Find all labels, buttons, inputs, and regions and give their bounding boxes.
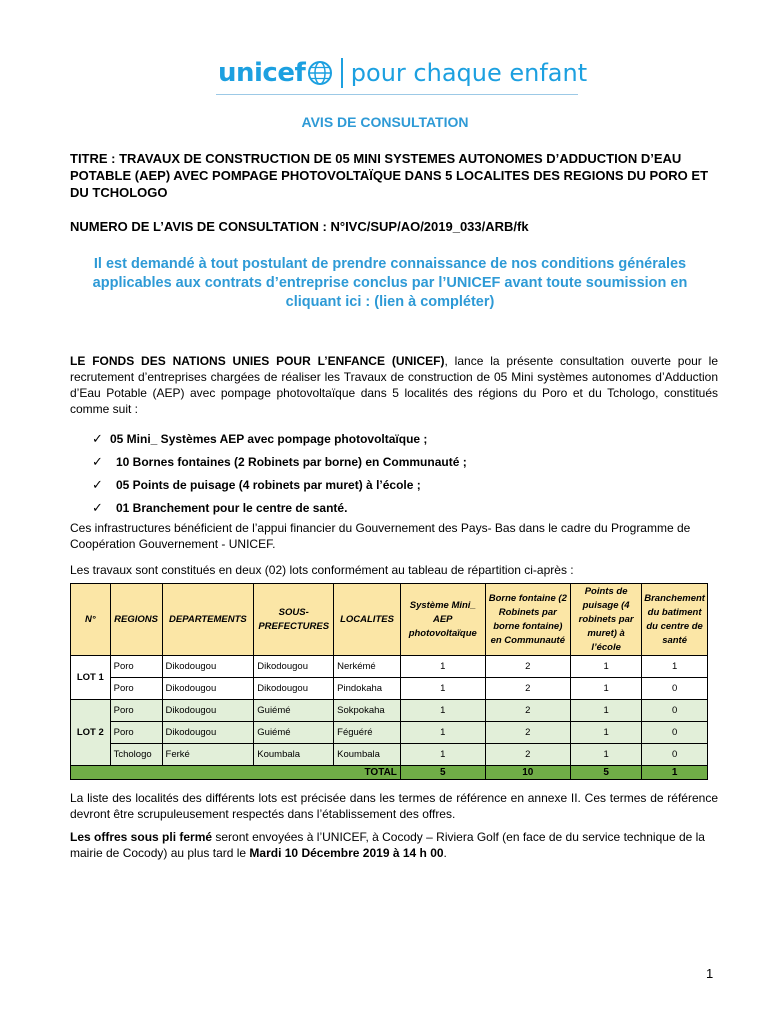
cell-sys: 1	[400, 678, 485, 700]
submission-text-2: .	[443, 846, 447, 860]
col-header-borne: Borne fontaine (2 Robinets par borne fontaine) en Communauté	[485, 584, 570, 656]
cell-loc: Sokpokaha	[334, 700, 401, 722]
intro-text: , lance la présente consultation ouverte pour le recrutement d’entreprises chargées de réaliser les Travaux de construction de 05 Mini systèmes autonomes d’Adduction d’Eau Potable (AEP) avec pompage photovoltaïque dans 5 localités des régions du Poro et du Tchologo, constitués comme suit :	[70, 354, 718, 416]
table-header-row	[71, 584, 708, 656]
cell-loc: Nerkémé	[334, 656, 401, 678]
document-heading: AVIS DE CONSULTATION	[301, 114, 469, 130]
list-item: ✓ 10 Bornes fontaines (2 Robinets par borne) en Communauté ;	[92, 453, 467, 469]
consultation-number: NUMERO DE L’AVIS DE CONSULTATION : N°IVC/SUP/AO/2019_033/ARB/fk	[70, 219, 529, 234]
unicef-globe-icon	[307, 60, 333, 86]
logo-word: unicef	[218, 58, 306, 88]
list-item: ✓ 05 Mini_ Systèmes AEP avec pompage photovoltaïque ;	[92, 430, 428, 446]
col-header-systeme: Système Mini_ AEP photovoltaïque	[400, 584, 485, 656]
cell-branch: 0	[642, 700, 708, 722]
checkmark-icon: ✓	[92, 499, 103, 515]
cell-points: 1	[571, 678, 642, 700]
cell-borne: 2	[485, 678, 570, 700]
cell-borne: 2	[485, 744, 570, 766]
table-row	[71, 700, 708, 722]
checkmark-icon: ✓	[92, 453, 103, 469]
list-item: ✓ 01 Branchement pour le centre de santé.	[92, 499, 348, 515]
total-label: TOTAL	[71, 766, 401, 780]
submission-text-1: seront envoyées à l’UNICEF, à Cocody – Riviera Golf (en face de du service technique de la mairie de Cocody) au plus tard le	[70, 830, 705, 860]
cell-branch: 0	[642, 722, 708, 744]
cell-region: Poro	[110, 678, 162, 700]
total-borne: 10	[485, 766, 570, 780]
document-title: TITRE : TRAVAUX DE CONSTRUCTION DE 05 MINI SYSTEMES AUTONOMES D’ADDUCTION D’EAU POTABLE (AEP) AVEC POMPAGE PHOTOVOLTAÏQUE DANS 5 LOCALITES DES REGIONS DU PORO ET DU TCHOLOGO	[70, 151, 709, 200]
table-row	[71, 678, 708, 700]
cell-loc: Koumbala	[334, 744, 401, 766]
cell-borne: 2	[485, 722, 570, 744]
table-row	[71, 722, 708, 744]
cell-dept: Dikodougou	[162, 700, 254, 722]
cell-loc: Féguéré	[334, 722, 401, 744]
cell-loc: Pindokaha	[334, 678, 401, 700]
cell-borne: 2	[485, 656, 570, 678]
cell-sp: Dikodougou	[254, 678, 334, 700]
cell-branch: 0	[642, 678, 708, 700]
cell-region: Poro	[110, 700, 162, 722]
cell-dept: Dikodougou	[162, 722, 254, 744]
cell-sp: Dikodougou	[254, 656, 334, 678]
cell-sp: Guiémé	[254, 722, 334, 744]
funding-paragraph: Ces infrastructures bénéficient de l’appui financier du Gouvernement des Pays- Bas dans le cadre du Programme de Coopération Gouvernement - UNICEF.	[70, 521, 691, 551]
submission-paragraph	[70, 829, 718, 861]
cell-sys: 1	[400, 656, 485, 678]
col-header-departements: DEPARTEMENTS	[162, 584, 254, 656]
intro-paragraph	[70, 353, 718, 417]
lot-label: LOT 2	[71, 700, 111, 766]
org-name: LE FONDS DES NATIONS UNIES POUR L’ENFANCE (UNICEF)	[70, 354, 445, 368]
cell-branch: 1	[642, 656, 708, 678]
total-points: 5	[571, 766, 642, 780]
submission-deadline: Mardi 10 Décembre 2019 à 14 h 00	[249, 846, 444, 860]
lots-table	[70, 583, 708, 780]
total-sys: 5	[400, 766, 485, 780]
header-rule	[216, 94, 578, 95]
col-header-points: Points de puisage (4 robinets par muret) à l’école	[571, 584, 642, 656]
col-header-regions: REGIONS	[110, 584, 162, 656]
cell-region: Tchologo	[110, 744, 162, 766]
cell-dept: Dikodougou	[162, 678, 254, 700]
unicef-logo	[218, 56, 587, 90]
col-header-branchement: Branchement du batiment du centre de santé	[642, 584, 708, 656]
cell-dept: Dikodougou	[162, 656, 254, 678]
logo-tagline: pour chaque enfant	[350, 59, 588, 87]
cell-branch: 0	[642, 744, 708, 766]
table-row	[71, 656, 708, 678]
page-number: 1	[706, 966, 714, 981]
annex-paragraph: La liste des localités des différents lots est précisée dans les termes de référence en annexe II. Ces termes de référence devront être scrupuleusement respectés dans l’établissement des offres.	[70, 791, 718, 821]
list-item: ✓ 05 Points de puisage (4 robinets par muret) à l’école ;	[92, 476, 421, 492]
logo-divider	[341, 58, 343, 88]
col-header-sousprefectures: SOUS-PREFECTURES	[254, 584, 334, 656]
col-header-localites: LOCALITES	[334, 584, 401, 656]
bullet-list	[92, 427, 692, 519]
cell-points: 1	[571, 722, 642, 744]
cell-points: 1	[571, 656, 642, 678]
cell-sp: Guiémé	[254, 700, 334, 722]
cell-borne: 2	[485, 700, 570, 722]
lots-intro-paragraph: Les travaux sont constitués en deux (02) lots conformément au tableau de répartition ci-après :	[70, 563, 574, 577]
col-header-no: N°	[71, 584, 111, 656]
conditions-notice[interactable]: Il est demandé à tout postulant de prendre connaissance de nos conditions générales applicables aux contrats d’entreprise conclus par l’UNICEF avant toute soumission en cliquant ici : (lien à compléter)	[92, 256, 688, 310]
table-row	[71, 744, 708, 766]
lot-label: LOT 1	[71, 656, 111, 700]
cell-region: Poro	[110, 722, 162, 744]
cell-sp: Koumbala	[254, 744, 334, 766]
cell-points: 1	[571, 700, 642, 722]
checkmark-icon: ✓	[92, 476, 103, 492]
cell-sys: 1	[400, 722, 485, 744]
cell-sys: 1	[400, 700, 485, 722]
cell-region: Poro	[110, 656, 162, 678]
submission-bold-1: Les offres sous pli fermé	[70, 830, 213, 844]
total-branch: 1	[642, 766, 708, 780]
cell-points: 1	[571, 744, 642, 766]
checkmark-icon: ✓	[92, 430, 103, 446]
table-total-row	[71, 766, 708, 780]
cell-dept: Ferké	[162, 744, 254, 766]
cell-sys: 1	[400, 744, 485, 766]
